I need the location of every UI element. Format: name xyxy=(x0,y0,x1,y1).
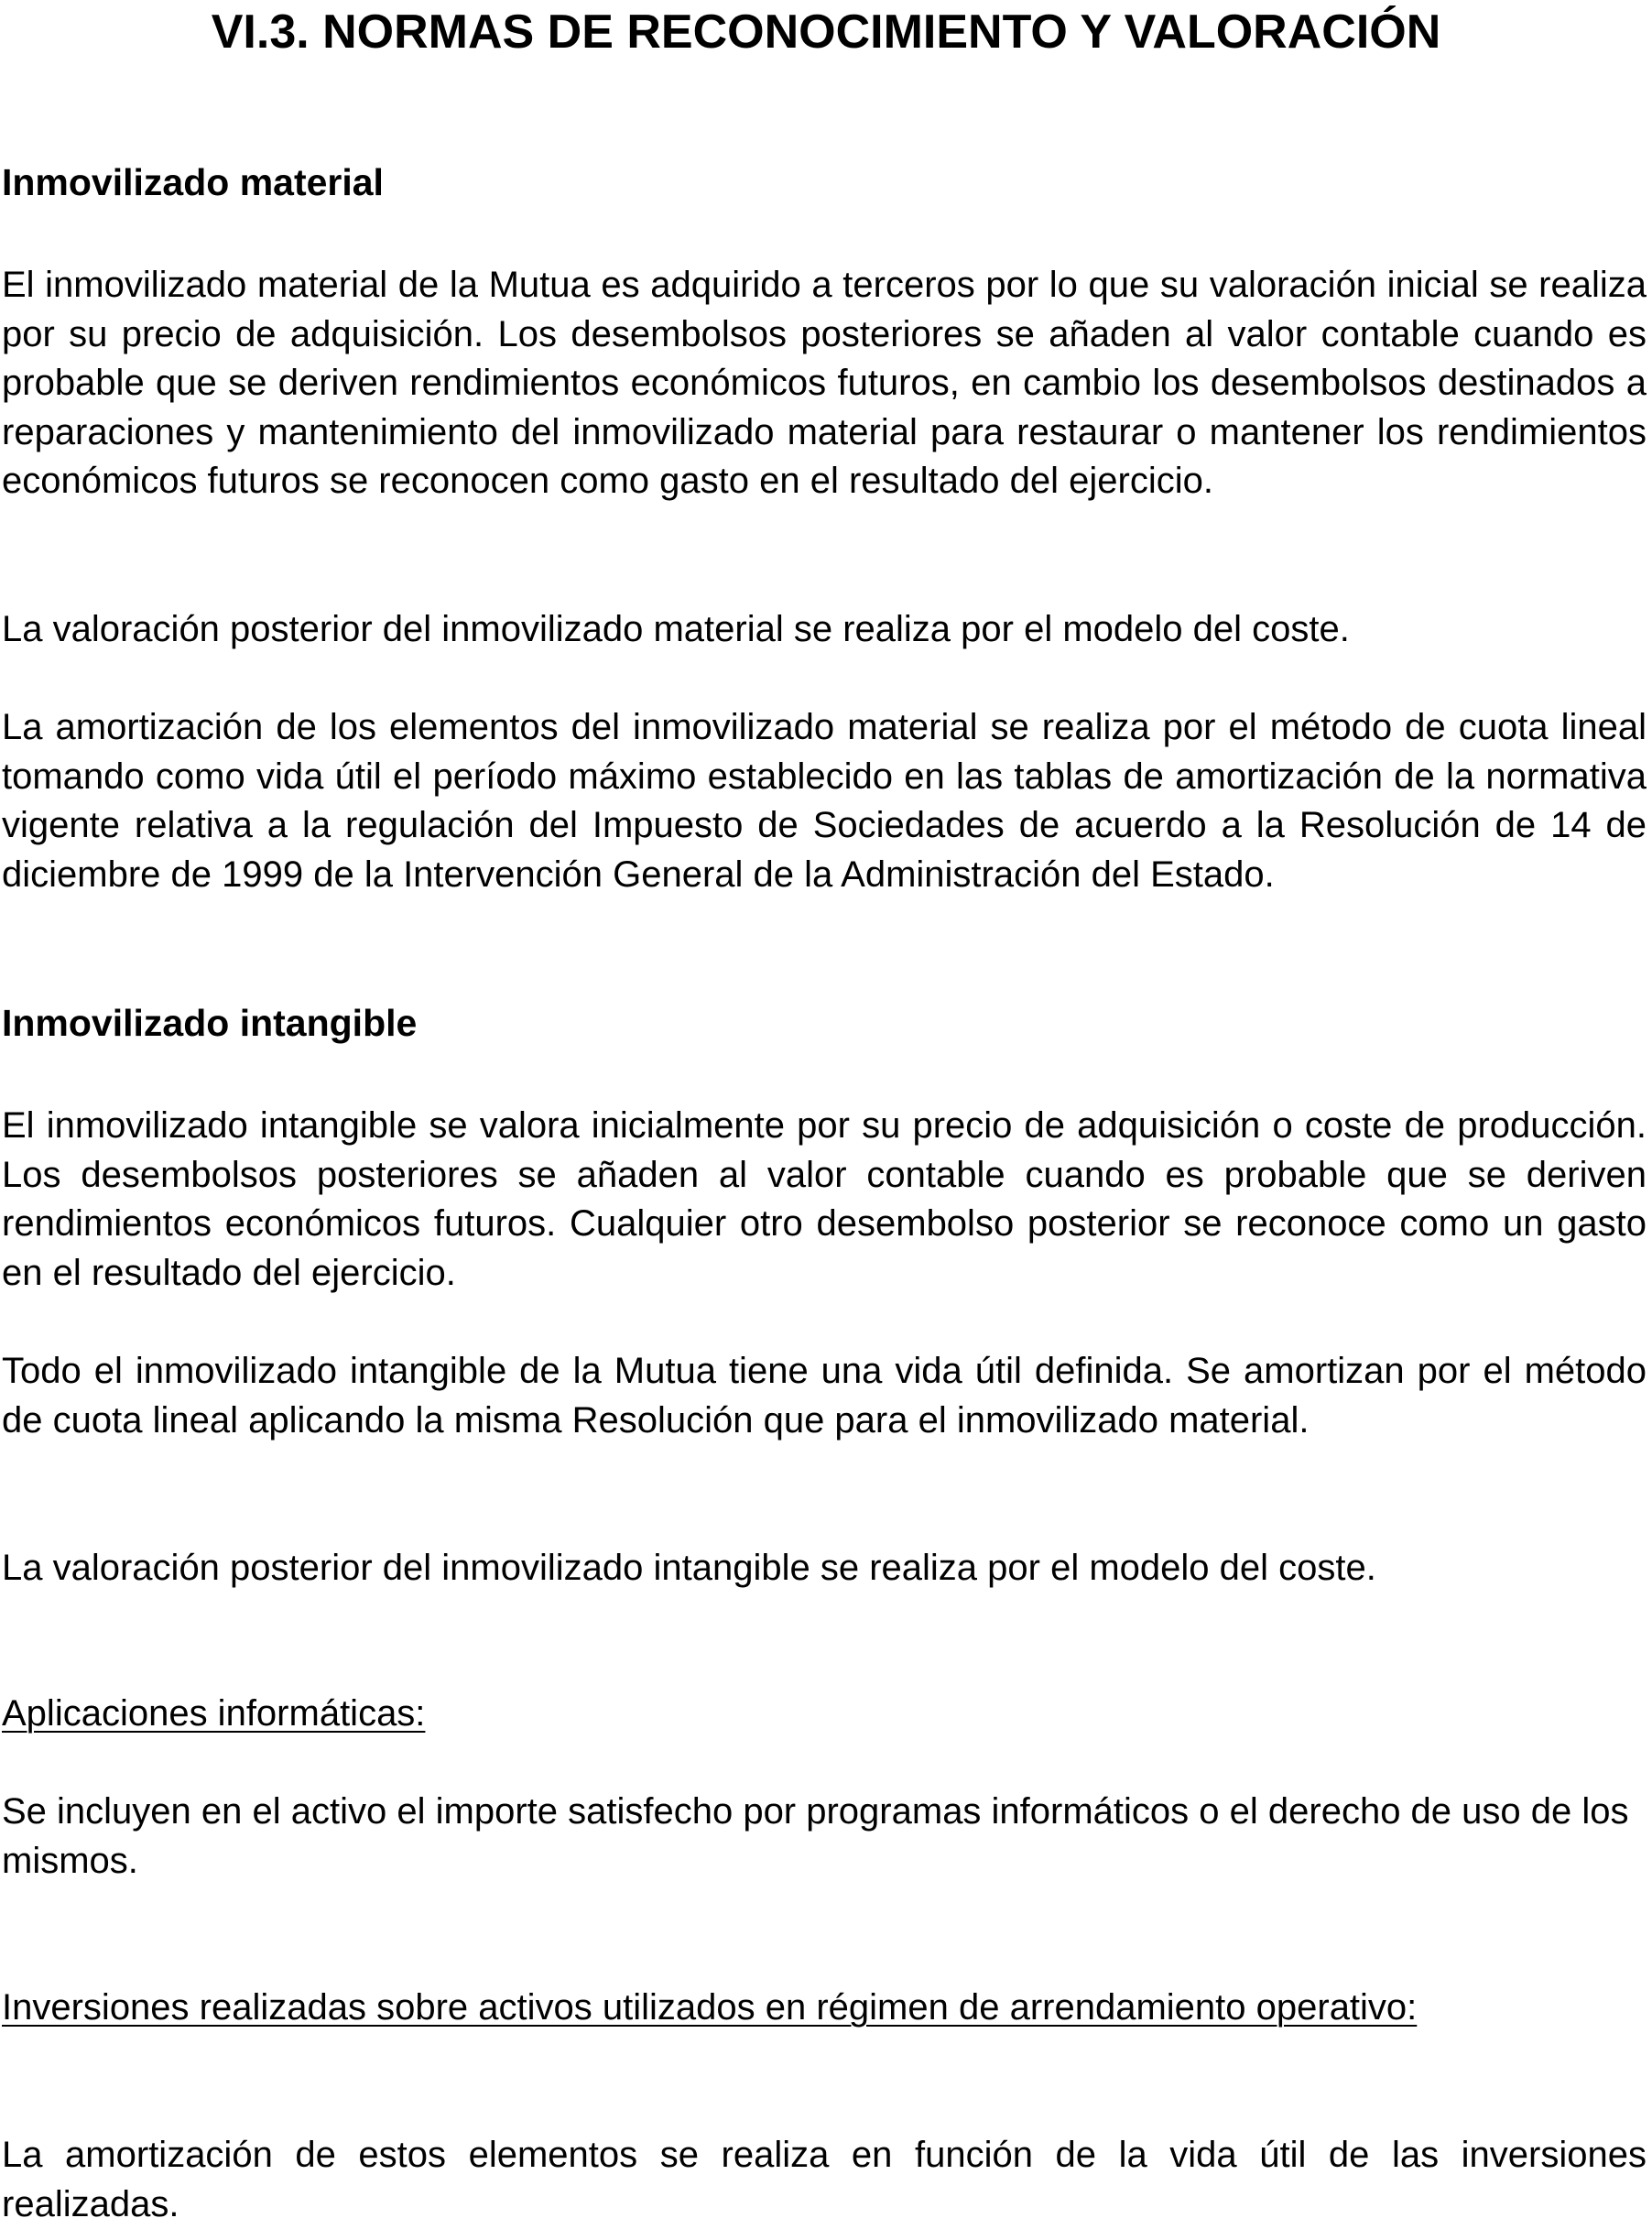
paragraph-material-initial-valuation: El inmovilizado material de la Mutua es adquirido a terceros por lo que su valoración inicial se realiza por su precio de adquisición. Los desembolsos posteriores se añaden al valor contable cuando es probable que se deriven rendimientos económicos futuros, en cambio los desembolsos destinados a reparaciones y mantenimiento del inmovilizado material para restaurar o mantener los rendimientos económicos futuros se reconocen como gasto en el resultado del ejercicio. xyxy=(2,265,1647,501)
paragraph-intangible-useful-life: Todo el inmovilizado intangible de la Mutua tiene una vida útil definida. Se amortizan por el método de cuota lineal aplicando la misma Resolución que para el inmovilizado material. xyxy=(2,1351,1647,1441)
paragraph-intangible-initial-valuation: El inmovilizado intangible se valora inicialmente por su precio de adquisición o coste de producción. Los desembolsos posteriores se añaden al valor contable cuando es probable que se deriven rendimientos económicos futuros. Cualquier otro desembolso posterior se reconoce como un gasto en el resultado del ejercicio. xyxy=(2,1105,1647,1293)
subheading-aplicaciones-informaticas: Aplicaciones informáticas: xyxy=(2,1693,426,1734)
section-heading-inmovilizado-material: Inmovilizado material xyxy=(2,161,384,203)
paragraph-inversiones-arrendamiento: La amortización de estos elementos se realiza en función de la vida útil de las inversiones realizadas. xyxy=(2,2135,1647,2224)
page-title: VI.3. NORMAS DE RECONOCIMIENTO Y VALORACIÓN xyxy=(211,5,1441,59)
section-heading-inmovilizado-intangible: Inmovilizado intangible xyxy=(2,1002,418,1044)
subheading-inversiones-arrendamiento: Inversiones realizadas sobre activos utilizados en régimen de arrendamiento operativo: xyxy=(2,1987,1418,2028)
paragraph-intangible-subsequent-valuation: La valoración posterior del inmovilizado intangible se realiza por el modelo del coste. xyxy=(2,1548,1376,1588)
paragraph-material-amortization: La amortización de los elementos del inmovilizado material se realiza por el método de cuota lineal tomando como vida útil el período máximo establecido en las tablas de amortización de la normativa vigente relativa a la regulación del Impuesto de Sociedades de acuerdo a la Resolución de 14 de diciembre de 1999 de la Intervención General de la Administración del Estado. xyxy=(2,707,1647,895)
paragraph-material-subsequent-valuation: La valoración posterior del inmovilizado material se realiza por el modelo del coste. xyxy=(2,609,1350,649)
paragraph-aplicaciones-informaticas: Se incluyen en el activo el importe satisfecho por programas informáticos o el derecho de uso de los mismos. xyxy=(2,1791,1629,1881)
